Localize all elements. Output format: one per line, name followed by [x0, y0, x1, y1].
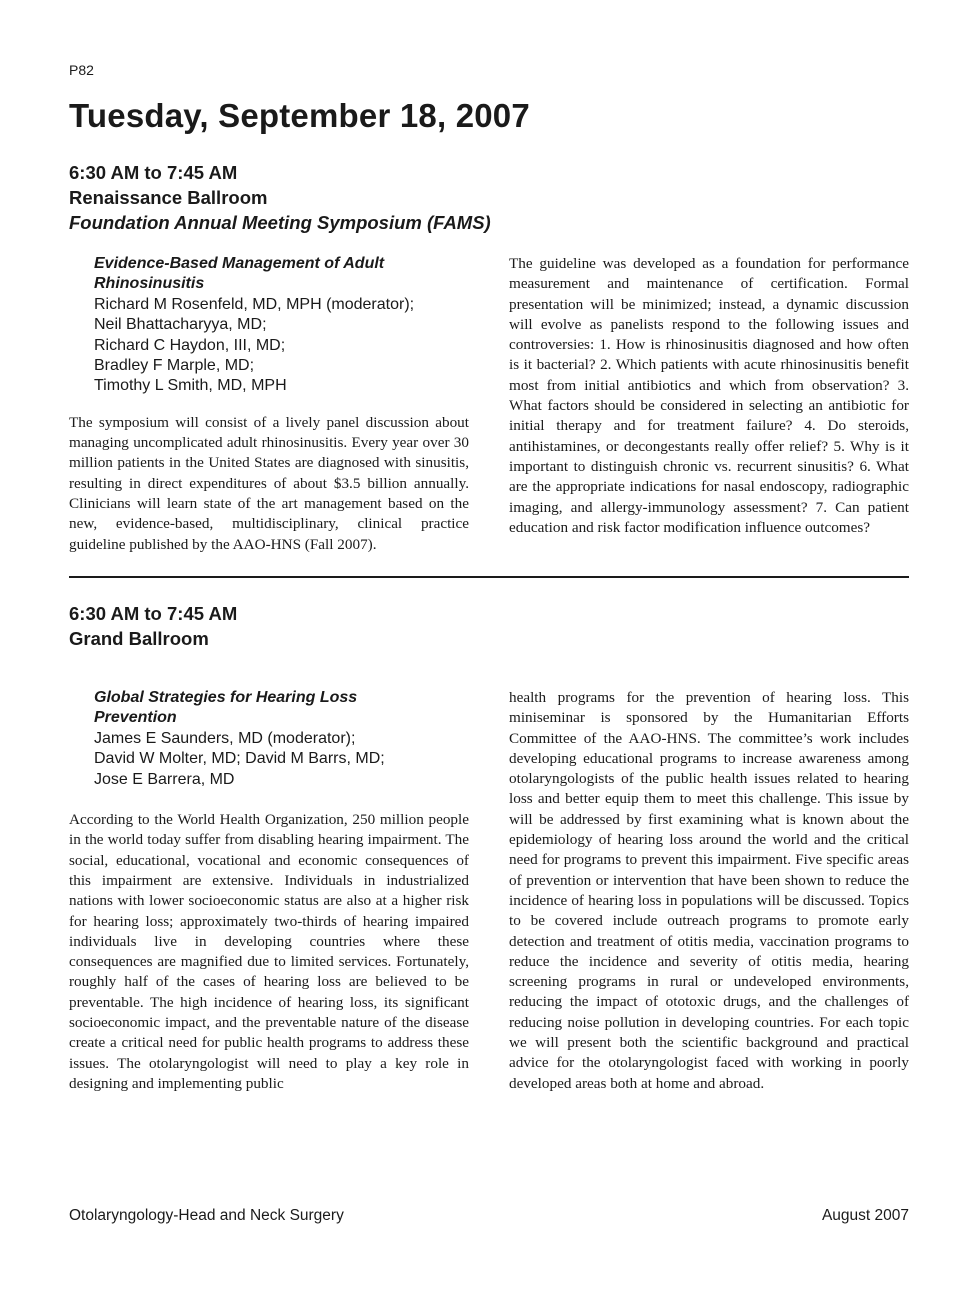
author-line: David W Molter, MD; David M Barrs, MD; — [94, 750, 385, 768]
session-1-program: Foundation Annual Meeting Symposium (FAMS) — [69, 212, 491, 233]
session-2-left-column — [69, 688, 469, 1094]
session-1-header — [69, 160, 491, 235]
page-number: P82 — [69, 62, 94, 78]
session-2-header — [69, 601, 237, 651]
talk-title-line: Rhinosinusitis — [94, 275, 205, 293]
session-2-talk-authors — [94, 729, 469, 790]
session-1-location: Renaissance Ballroom — [69, 187, 268, 208]
session-1-right-column — [509, 254, 909, 538]
session-2-talk — [69, 688, 469, 790]
section-divider — [69, 576, 909, 578]
talk-title-line: Evidence-Based Management of Adult — [94, 255, 385, 272]
session-2-talk-title — [94, 688, 469, 729]
session-2-location: Grand Ballroom — [69, 628, 209, 649]
author-line: Jose E Barrera, MD — [94, 770, 235, 788]
author-line: Timothy L Smith, MD, MPH — [94, 377, 287, 395]
footer-journal: Otolaryngology-Head and Neck Surgery — [69, 1207, 344, 1224]
session-2-time: 6:30 AM to 7:45 AM — [69, 603, 238, 624]
session-1-talk-authors — [94, 295, 469, 397]
footer-date: August 2007 — [821, 1207, 909, 1224]
session-1-talk — [69, 254, 469, 397]
session-1-time: 6:30 AM to 7:45 AM — [69, 162, 238, 183]
page-title: Tuesday, September 18, 2007 — [69, 97, 530, 134]
session-2-right-text: health programs for the prevention of hearing loss. This miniseminar is sponsored by the Humanitarian Efforts Committee of the AAO-HNS. The committee’s work includes developing educational programs to increase awareness among otolaryngologists of the public health issues related to hearing loss and better equip them to meet this challenge. This issue by will be addressed by first examining what is known about the epidemiology of hearing loss around the world and the critical need for programs to prevent this impairment. Five specific areas of prevention or intervention that have been shown to reduce the incidence of hearing loss in populations will be discussed. Topics to be covered include outreach programs to promote early detection and treatment of otitis media, vaccination programs to reduce the incidence and severity of otitis media, hearing screening programs in rural or undeveloped environments, reducing the impact of ototoxic drugs, and the challenges of reducing noise pollution in developing countries. For each topic we will present both the scientific background and practical advice for the otolaryngologist faced with working in poorly developed areas both at home and abroad. — [509, 689, 909, 1092]
session-1-left-text: The symposium will consist of a lively panel discussion about managing uncomplicated adult rhinosinusitis. Every year over 30 million patients in the United States are diagnosed with sinusitis, resulting in direct expenditures of about $3.5 billion annually. Clinicians will learn state of the art management based on the new, evidence-based, multidisciplinary, clinical practice guideline published by the AAO-HNS (Fall 2007). — [69, 413, 469, 553]
talk-title-line: Prevention — [94, 709, 177, 727]
session-1-talk-title — [94, 254, 469, 295]
author-line: Bradley F Marple, MD; — [94, 357, 255, 375]
author-line: Neil Bhattacharyya, MD; — [94, 316, 267, 334]
session-1-left-column — [69, 254, 469, 555]
session-2-left-text: According to the World Health Organization, 250 million people in the world today suffer from disabling hearing impairment. The social, educational, vocational and economic consequences of this impairment are extensive. Individuals in industrialized nations with lower socioeconomic status are also at a higher risk for hearing loss; approximately two-thirds of hearing impaired individuals live in developing countries where these consequences are magnified due to limited services. Fortunately, roughly half of the cases of hearing loss are believed to be preventable. The high incidence of hearing loss, its significant socioeconomic impact, and the preventable nature of the disease create a critical need for public health programs to address these issues. The otolaryngologist will need to play a key role in designing and implementing public — [69, 811, 469, 1092]
author-line: Richard M Rosenfeld, MD, MPH (moderator); — [94, 295, 415, 313]
session-2-right-column — [509, 688, 909, 1094]
author-line: Richard C Haydon, III, MD; — [94, 336, 286, 354]
author-line: James E Saunders, MD (moderator); — [94, 729, 356, 747]
talk-title-line: Global Strategies for Hearing Loss — [94, 689, 358, 706]
session-1-right-text: The guideline was developed as a foundation for performance measurement and maintenance of certification. Formal presentation will be minimized; instead, a dynamic discussion will evolve as panelists respond to the following issues and controversies: 1. How is rhinosinusitis diagnosed and how often is it bacterial? 2. Which patients with acute rhinosinusitis benefit most from initial antibiotics and which from observation? 3. What factors should be considered in selecting an antibiotic for initial therapy and for treatment failure? 4. Do steroids, antihistamines, or decongestants really offer relief? 5. Why is it important to distinguish chronic vs. recurrent sinusitis? 6. What are the appropriate indications for nasal endoscopy, radiographic imaging, and allergy-immunology assessment? 7. Can patient education and risk factor modification influence outcomes? — [509, 255, 909, 536]
